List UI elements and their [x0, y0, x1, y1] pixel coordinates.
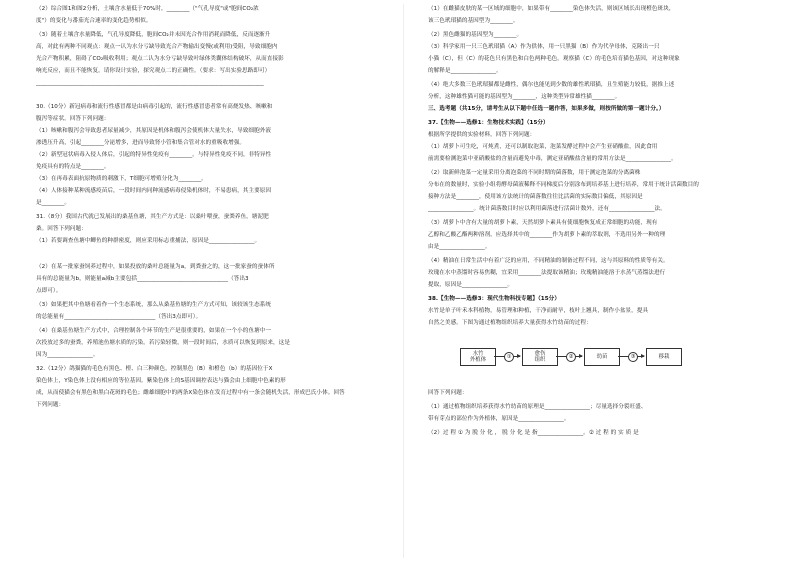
right-text-line: 提取，原因是________________。 [428, 282, 514, 288]
right-text-line: （2）过 程 ① 为 脱 分 化 ， 脱 分 化 是 指________________。② 过 程 的 实 质 是 [428, 430, 639, 436]
left-text-line: （1）若要调查鱼塘中鲫鱼的种群密度，则应采用标志重捕法，原因是________________。 [36, 238, 261, 244]
left-text-line: （4）人体接种某种流感疫苗后，一段时间内同种流感病毒侵染机体时，不易患病，其主要原因 [36, 188, 272, 194]
column-divider [403, 4, 404, 558]
right-text-line: 根据所学提供的实验材料，回答下列问题： [428, 132, 536, 138]
left-text-line: 度"）的变化与番茄光合速率的变化趋势相似。 [36, 18, 152, 24]
right-text-line: 带有芽点的部位作为外植体，原因是________________。 [428, 416, 570, 422]
left-text-line: 31.（8分）我国古代就已发展出的桑基鱼塘，其生产方式是：以桑叶喂蚕，蚕粪养鱼，塘泥肥 [36, 214, 269, 220]
left-text-line: 桑。回答下列问题： [36, 226, 87, 232]
left-text-line: （3）随着土壤含水量降低，气孔导度降低，胞间CO₂并未因光合作用消耗而降低，反而逐渐升 [36, 32, 271, 38]
flow-step-3: ③ [628, 352, 638, 362]
left-text-line: ________________________________________________________________________________ [36, 80, 264, 86]
left-text-line: 高，对此有两种不同观点：观点一认为水分亏缺导致光合产物输出变慢(或利用)受阻，导致细胞内 [36, 44, 278, 50]
flow-box-callus [522, 348, 558, 366]
flow-box-callus-label: 愈伤 组织 [534, 350, 546, 363]
right-text-line: （2）取新鲜泡菜一定量采用分离泡菜的不同时期的菌落数，用于测定泡菜的分离菌株 [428, 170, 641, 176]
flow-box-explant-label: 水竹 外植体 [469, 350, 487, 363]
left-text-line: 腹泻等症状。回答下列问题： [36, 116, 110, 122]
left-text-line: （2）在某一批家蚕饲养过程中，如果投放的桑叶总能量为a，到粪蚕之的，这一批家蚕的蚕体所 [36, 264, 275, 270]
left-text-line: 光合产物积累，阻碍了CO₂吸收利用；观点二认为水分亏缺导致叶绿体类囊体结构破坏，从而直接影 [36, 56, 284, 62]
left-text-line: 染色体上，Y染色体上没有相应的等位基因。紫染色体上的S基因调控表达与猫会由上细胞中色素的形 [36, 378, 286, 384]
right-text-line: 乙醇和乙酸乙酯两种溶剂，应选择其中的________作为胡萝卜素的萃取剂，不选用另外一种的理 [428, 232, 666, 238]
left-text-line: （2）综合图1和图2分析，土壤含水量低于70%时，________（"气孔导度"或"胞间CO₂浓 [36, 6, 259, 12]
flow-step-2: ② [566, 352, 576, 362]
right-text-line: 分布在的数量时，实验小组将酵母菌液稀释不同梯度后分别涂布到培养基上进行培养，常用于统计活菌数目的 [428, 182, 699, 188]
left-text-line: 是________。 [36, 200, 71, 206]
right-text-line: （4）精油在日常生活中有着广泛的应用，不同精油的制备过程不同，这与其原料的性质等有关。 [428, 258, 669, 264]
left-text-line: 因为________________。 [36, 352, 99, 358]
left-text-line: 免疫具有的特点是________。 [36, 164, 110, 170]
left-text-line: 次投放过多的蚕粪，养殖池鱼塘水质的污染。若污染轻微，则一段时间后，水质可以恢复到原来，这是 [36, 340, 290, 346]
right-text-line: 前需要检测泡菜中亚硝酸盐的含量而避免中毒，测定亚硝酸盐含量的常用方法是________________。 [428, 156, 677, 162]
left-text-line: 响光反应，而且不能恢复。请你设计实验，探究观点二的正确性。（要求：写出实验思路即可） [36, 68, 271, 74]
tissue-culture-flowchart [460, 343, 740, 373]
flow-box-transplant [646, 348, 682, 366]
right-text-line: 37.【生物——选修1：生物技术实践】（15分） [428, 120, 549, 126]
left-text-line: （4）在桑基鱼塘生产方式中，合理控制各个环节的生产是很重要的，如果在一个小的鱼塘中一 [36, 328, 272, 334]
left-text-line: 点即可）。 [36, 288, 62, 294]
left-text-line: （2）新型冠状病毒入侵人体后，引起的特异性免疫有________。与特异性免疫不同，非特异性 [36, 152, 272, 158]
right-text-line: 水竹是单子叶禾本科植物，易管理和种植，干净而耐旱，枝叶上翘具，制作小盆景，提具 [428, 308, 649, 314]
left-text-line: 成，从而使猫会有黑色和黑白花斑的毛色；雌雄细胞中的两条X染色体在发育过程中有一条会随机失活，形成巴氏小体。回答 [36, 390, 345, 396]
right-text-line: （1）通过植物组织培养获得水竹幼苗的原理是________________；尽量选择分裂旺盛、 [428, 404, 647, 410]
left-text-line: 下列问题： [36, 402, 65, 408]
right-text-line: （1）胡萝卜可生吃，可炖煮，还可以制取泡菜，泡菜发酵过程中会产生亚硝酸盐，因此食用 [428, 144, 658, 150]
right-text-line: 三、选考题（共15分，请考生从以下题中任选一题作答，如果多做，则按所做的第一题计分。） [428, 106, 665, 112]
right-text-line: 小猫（C），但（C）的花色只有黑色和白色两种毛色。观察猫（C）的毛色培育猫色基因，对这种现象 [428, 56, 680, 62]
right-text-line: 38.【生物——选修3：现代生物科技专题】（15分） [428, 296, 560, 302]
right-text-line: 分析，这种雄性猫可能的基因型为________，这种类型异常雄性猫________。 [428, 94, 621, 100]
left-text-line: 渗透压升高，引起________分泌增多，进而导致肾小管和集合管对水的重吸收增强。 [36, 140, 246, 146]
right-text-line: （2）黑色雌猫的基因型为________。 [428, 32, 523, 38]
left-text-line: （1）咳嗽和腹泻会导致患者尿量减少，其原因是机体和腹泻会使机体大量失水，导致细胞外液 [36, 128, 272, 134]
right-text-line: （1）在雌猫皮肤的某一区域的细胞中，如果带有________染色体失活，则该区域长出现橙色斑块， [428, 6, 675, 12]
right-text-line: 该三色玳瑁猫的基因型为________。 [428, 18, 519, 24]
flow-box-seedling [584, 348, 620, 366]
right-text-line: （3）科学家用一只三色玳瑁猫（A）作为供体，用一只黑猫（B）作为代孕母体，克隆出一只 [428, 44, 660, 50]
right-text-line: （3）胡萝卜中含有大量的胡萝卜素，天然胡萝卜素具有使细胞恢复成正常细胞的功能，现有 [428, 220, 658, 226]
left-text-line: （3）如果把其中鱼塘看着作一个生态系统，那么从桑基鱼塘的生产方式可知，该较该生态系统 [36, 302, 272, 308]
right-text-line: 回答下列问题： [428, 390, 468, 396]
right-text-line: 自然之美感。下图为通过植物组织培养大量获得水竹幼苗的过程： [428, 320, 592, 326]
left-text-line: 32.（12分）鸽猫猫的毛色有黑色、橙、白三种颜色，控制黑色（B）和橙色（b）的基因位于X [36, 366, 273, 372]
left-text-line: 具有的总能量为b，则能量a减b主要包括________________________________（答出3 [36, 276, 249, 282]
left-text-line: 30.（10分）新冠病毒和流行性感冒都是由病毒引起的，流行性感冒患者常有高烧发热、咳嗽和 [36, 104, 273, 110]
left-text-line: （3）在再毒表面抗原物质的刺激下，T细胞可增殖分化为________。 [36, 176, 207, 182]
right-text-line: 的解释是________________。 [428, 68, 502, 74]
flow-box-seedling-label: 幼苗 [596, 353, 608, 360]
right-text-line: （4）绝大多数三色玳瑁猫都是雌性，偶尔也能见到少数的雄性玳瑁猫，且生殖能力较低，据推上述 [428, 82, 675, 88]
right-text-line: 玫瑰在水中蒸馏时容易焦糊，宜采用________法提取该精油；玫瑰精油能溶于水蒸气蒸馏法进行 [428, 270, 666, 276]
flow-box-explant [460, 348, 496, 366]
right-text-line: ________________。统计菌落数目时应以利用菌落进行活菌计数外，还有________________法。 [428, 206, 666, 212]
flow-step-1: ① [504, 352, 514, 362]
flow-box-transplant-label: 移栽 [658, 353, 670, 360]
right-text-line: 接种方法是________，使用该方法统计的菌落数往往比活菌的实际数目偏低，其原因是 [428, 194, 643, 200]
right-text-line: 由是________________。 [428, 244, 491, 250]
left-text-line: 的总能量有________________________________（答出3点即可）。 [36, 314, 202, 320]
